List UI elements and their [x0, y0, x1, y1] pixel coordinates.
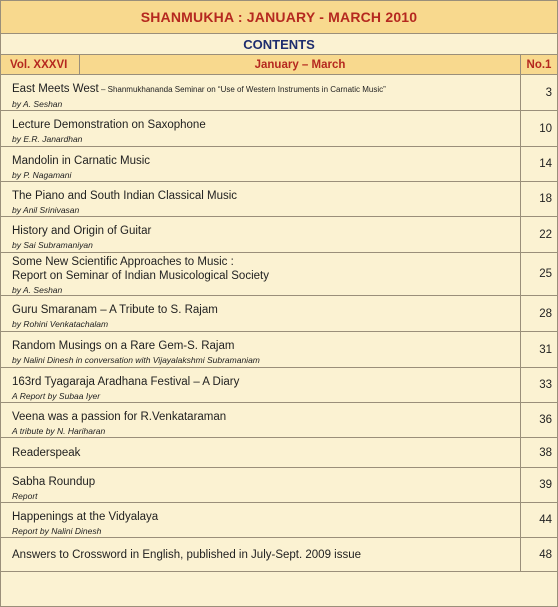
entry-page-number: 38 [520, 438, 557, 467]
entry-byline: by P. Nagamani [12, 170, 72, 180]
entry-page-number: 39 [520, 468, 557, 502]
list-item[interactable] [1, 296, 557, 332]
list-item[interactable] [1, 217, 557, 253]
entry-cell [1, 296, 520, 331]
entry-byline: by A. Seshan [12, 285, 63, 295]
entry-title: Mandolin in Carnatic Music [12, 155, 151, 167]
entry-byline: by Anil Srinivasan [12, 205, 80, 215]
entry-title: Readerspeak [12, 446, 81, 459]
entry-page-number: 44 [520, 503, 557, 537]
entry-page-number: 48 [520, 538, 557, 571]
entry-title: History and Origin of Guitar [12, 225, 152, 237]
entry-cell [1, 75, 520, 110]
list-item[interactable] [1, 468, 557, 503]
entry-cell [1, 332, 520, 367]
list-item[interactable] [1, 368, 557, 403]
entry-title: The Piano and South Indian Classical Music [12, 190, 238, 202]
entry-page-number: 31 [520, 332, 557, 367]
magazine-banner: SHANMUKHA : JANUARY - MARCH 2010 [1, 1, 557, 34]
entry-page-number: 36 [520, 403, 557, 437]
entry-cell [1, 147, 520, 181]
entry-title: East Meets West [12, 83, 99, 95]
entry-title: Lecture Demonstration on Saxophone [12, 119, 206, 131]
entry-page-number: 25 [520, 253, 557, 295]
list-item[interactable] [1, 438, 557, 468]
entry-cell [1, 438, 520, 467]
entry-title: Guru Smaranam – A Tribute to S. Rajam [12, 304, 218, 316]
entry-page-number: 18 [520, 182, 557, 216]
list-item[interactable] [1, 253, 557, 296]
entry-byline: by E.R. Janardhan [12, 134, 83, 144]
entry-title: Some New Scientific Approaches to Music : [12, 256, 234, 268]
entry-cell [1, 368, 520, 402]
entry-page-number: 3 [520, 75, 557, 110]
list-item[interactable] [1, 332, 557, 368]
entry-page-number: 22 [520, 217, 557, 252]
list-item[interactable] [1, 75, 557, 111]
entry-cell [1, 182, 520, 216]
period-label: January – March [254, 58, 346, 71]
issue-number: No.1 [520, 55, 557, 74]
entry-title: Answers to Crossword in English, published in July-Sept. 2009 issue [12, 548, 362, 561]
list-item[interactable] [1, 147, 557, 182]
entry-title: Happenings at the Vidyalaya [12, 511, 159, 523]
contents-heading: CONTENTS [1, 34, 557, 55]
list-item[interactable] [1, 503, 557, 538]
list-item[interactable] [1, 182, 557, 217]
entry-byline: Report [12, 491, 38, 501]
entry-byline: by Sai Subramaniyan [12, 240, 93, 250]
entry-cell [1, 403, 520, 437]
entry-cell [1, 217, 520, 252]
list-item[interactable] [1, 111, 557, 147]
entry-page-number: 33 [520, 368, 557, 402]
entry-page-number: 28 [520, 296, 557, 331]
list-item[interactable] [1, 538, 557, 572]
entry-byline: by Nalini Dinesh in conversation with Vijayalakshmi Subramaniam [12, 355, 260, 365]
entry-page-number: 10 [520, 111, 557, 146]
entry-subtitle: – Shanmukhananda Seminar on “Use of Western Instruments in Carnatic Music” [98, 85, 386, 94]
entry-cell [1, 538, 520, 571]
volume-label: Vol. XXXVI [1, 55, 80, 74]
entry-cell [1, 253, 520, 295]
entry-byline: A tribute by N. Hariharan [12, 426, 106, 436]
entry-title: Sabha Roundup [12, 476, 96, 488]
list-item[interactable] [1, 403, 557, 438]
entry-title-continued: Report on Seminar of Indian Musicological Society [12, 270, 269, 282]
entry-title: 163rd Tyagaraja Aradhana Festival – A Diary [12, 376, 240, 388]
entry-cell [1, 468, 520, 502]
entry-byline: A Report by Subaa Iyer [12, 391, 101, 401]
entry-cell [1, 503, 520, 537]
entry-cell [1, 111, 520, 146]
entry-byline: by A. Seshan [12, 99, 63, 109]
entry-byline: by Rohini Venkatachalam [12, 319, 109, 329]
entry-title: Random Musings on a Rare Gem-S. Rajam [12, 340, 235, 352]
entry-page-number: 14 [520, 147, 557, 181]
entry-byline: Report by Nalini Dinesh [12, 526, 102, 536]
entry-title: Veena was a passion for R.Venkataraman [12, 411, 227, 423]
volume-row [1, 55, 557, 75]
entry-title-line [12, 82, 520, 97]
contents-list [1, 75, 557, 572]
